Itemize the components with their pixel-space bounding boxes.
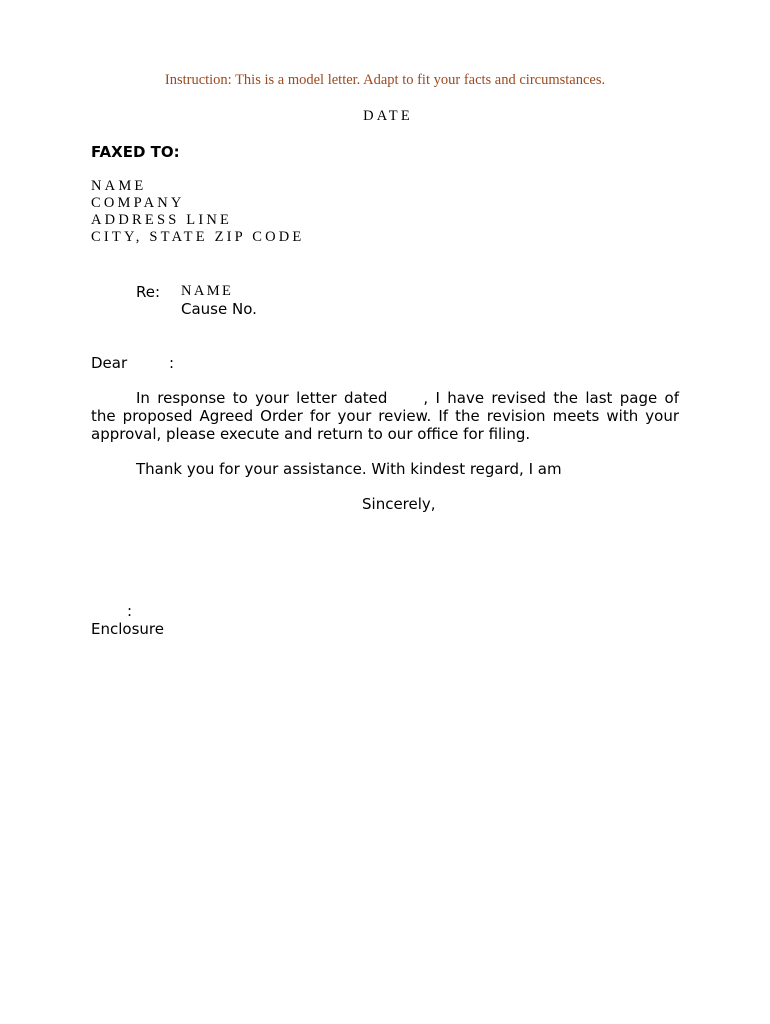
body-paragraph-1 — [91, 389, 679, 443]
recipient-address-line: ADDRESS LINE — [91, 212, 233, 228]
re-label: Re: — [136, 283, 161, 301]
body-paragraph-2: Thank you for your assistance. With kindest regard, I am — [136, 460, 562, 478]
salutation-colon: : — [169, 354, 175, 372]
recipient-city-state-zip: CITY, STATE ZIP CODE — [91, 229, 305, 245]
faxed-to-label: FAXED TO: — [91, 143, 180, 161]
paragraph-1-line-2: the proposed Agreed Order for your review. If the revision meets with your — [91, 407, 679, 425]
paragraph-1-line-1 — [91, 389, 679, 407]
instruction-note: Instruction: This is a model letter. Adapt to fit your facts and circumstances. — [164, 72, 606, 88]
paragraph-1-line-1-start: In response to your letter dated — [136, 389, 388, 407]
closing-sincerely: Sincerely, — [362, 495, 436, 513]
salutation-dear: Dear — [91, 354, 128, 372]
paragraph-1-line-1-end: , I have revised the last page of — [423, 389, 679, 407]
signature-initials-colon: : — [127, 602, 133, 620]
re-name: NAME — [181, 283, 234, 299]
date-placeholder: DATE — [363, 108, 413, 124]
enclosure-note: Enclosure — [91, 620, 164, 638]
paragraph-1-line-3: approval, please execute and return to our office for filing. — [91, 425, 531, 443]
recipient-company: COMPANY — [91, 195, 185, 211]
recipient-name: NAME — [91, 178, 147, 194]
cause-number: Cause No. — [181, 300, 257, 318]
